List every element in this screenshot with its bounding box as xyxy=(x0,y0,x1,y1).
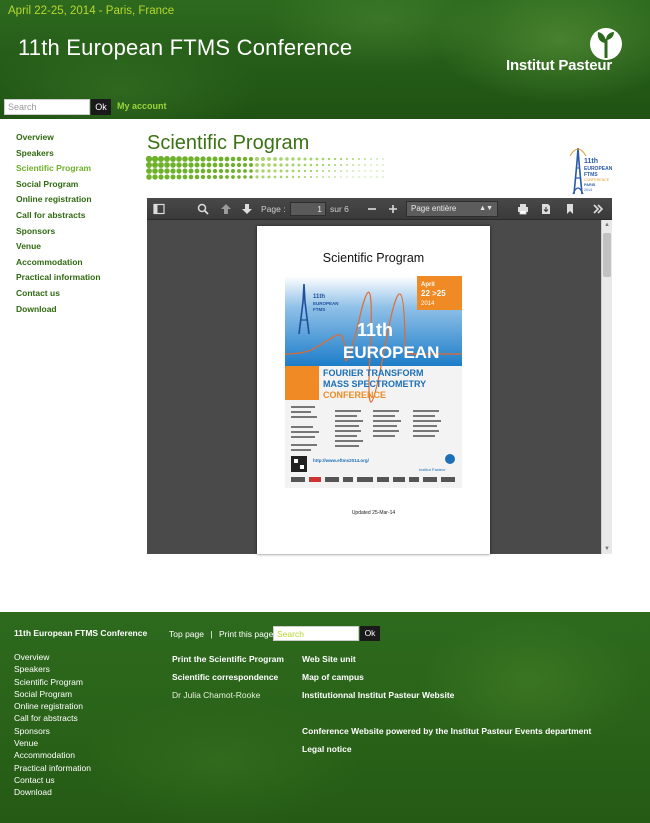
decorative-dot xyxy=(376,164,377,165)
decorative-dot xyxy=(243,169,247,173)
svg-text:2014: 2014 xyxy=(421,301,435,307)
decorative-dot xyxy=(364,164,365,165)
footer-navigation xyxy=(14,652,91,800)
decorative-dot xyxy=(310,176,312,178)
decorative-dot xyxy=(201,175,205,179)
decorative-dot xyxy=(219,157,224,162)
decorative-dot xyxy=(152,156,158,162)
decorative-dot xyxy=(164,156,170,162)
decorative-dot xyxy=(177,175,182,180)
decorative-dot xyxy=(370,170,371,171)
my-account-link[interactable]: My account xyxy=(117,101,167,111)
svg-text:EUROPEAN: EUROPEAN xyxy=(313,301,339,306)
decorative-dot xyxy=(279,163,282,166)
nav-item-contact-us[interactable]: Contact us xyxy=(16,287,60,298)
svg-text:http://www.eftms2014.org/: http://www.eftms2014.org/ xyxy=(313,458,369,463)
footer-title: 11th European FTMS Conference xyxy=(14,628,148,638)
page-total: sur 6 xyxy=(330,204,349,214)
svg-text:11th: 11th xyxy=(357,320,394,340)
nav-item-sponsors[interactable]: Sponsors xyxy=(16,225,56,236)
decorative-dot xyxy=(340,170,342,172)
decorative-dot xyxy=(352,176,353,177)
decorative-dot xyxy=(285,157,288,160)
institut-pasteur-website-link[interactable]: Institutionnal Institut Pasteur Website xyxy=(302,690,455,700)
decorative-dot xyxy=(261,175,264,178)
zoom-select-value: Page entière xyxy=(411,204,457,213)
decorative-dot xyxy=(382,170,383,171)
pdf-toolbar xyxy=(147,198,612,220)
conference-title[interactable]: 11th European FTMS Conference xyxy=(18,35,353,60)
decorative-dot xyxy=(164,162,170,168)
footer-nav-item-contact-us[interactable]: Contact us xyxy=(14,774,55,785)
footer-nav-item-call-for-abstracts[interactable]: Call for abstracts xyxy=(14,713,78,724)
svg-text:FTMS: FTMS xyxy=(313,307,326,312)
decorative-dot xyxy=(358,176,359,177)
decorative-dot xyxy=(340,158,342,160)
scrollbar-thumb[interactable] xyxy=(603,233,611,277)
decorative-dot xyxy=(316,164,318,166)
nav-item-practical-information[interactable]: Practical information xyxy=(16,272,101,283)
footer-nav-item-download[interactable]: Download xyxy=(14,787,52,798)
footer-search-input[interactable] xyxy=(273,626,359,641)
footer-institute-links xyxy=(302,654,591,762)
decorative-dot xyxy=(176,168,181,173)
search-ok-button[interactable]: Ok xyxy=(91,99,111,115)
site-header xyxy=(0,0,650,119)
decorative-dot xyxy=(201,169,206,174)
decorative-dot xyxy=(304,176,306,178)
decorative-dot xyxy=(328,176,330,178)
footer-nav-item-sponsors[interactable]: Sponsors xyxy=(14,725,50,736)
decorative-dot xyxy=(201,163,206,168)
decorative-dot xyxy=(189,175,194,180)
decorative-dot xyxy=(298,164,301,167)
scroll-up-icon[interactable]: ▲ xyxy=(604,222,610,228)
institut-pasteur-logo-text[interactable]: Institut Pasteur xyxy=(506,57,612,74)
decorative-dot xyxy=(158,156,164,162)
decorative-dot xyxy=(243,175,246,178)
decorative-dot xyxy=(304,164,307,167)
decorative-dot xyxy=(261,157,265,161)
decorative-dot xyxy=(213,163,218,168)
download-icon[interactable] xyxy=(540,203,552,215)
decorative-dot xyxy=(364,170,365,171)
decorative-dot xyxy=(152,174,157,179)
decorative-dot xyxy=(310,170,312,172)
decorative-dot xyxy=(213,175,217,179)
decorative-dot xyxy=(146,162,152,168)
pdf-viewer[interactable] xyxy=(147,198,612,554)
nav-item-speakers[interactable]: Speakers xyxy=(16,147,54,158)
decorative-dot xyxy=(273,169,276,172)
decorative-dot xyxy=(358,158,360,160)
decorative-dot xyxy=(158,174,163,179)
footer-nav-item-accommodation[interactable]: Accommodation xyxy=(14,750,75,761)
decorative-dot xyxy=(340,176,341,177)
decorative-dot xyxy=(158,168,164,174)
decorative-dot xyxy=(170,156,176,162)
decorative-dot xyxy=(152,168,158,174)
nav-item-online-registration[interactable]: Online registration xyxy=(16,194,92,205)
decorative-dot xyxy=(370,176,371,177)
decorative-dot xyxy=(182,168,187,173)
decorative-dot xyxy=(322,164,324,166)
decorative-dot xyxy=(243,157,247,161)
decorative-dot xyxy=(194,156,199,161)
svg-text:EUROPEAN: EUROPEAN xyxy=(584,166,613,172)
pdf-page xyxy=(257,226,490,554)
document-title: Scientific Program xyxy=(322,251,425,265)
decorative-dot xyxy=(176,162,181,167)
site-footer xyxy=(0,612,650,823)
decorative-dot xyxy=(219,175,223,179)
search-icon[interactable] xyxy=(197,203,209,215)
decorative-dot xyxy=(146,168,152,174)
svg-text:FOURIER TRANSFORM: FOURIER TRANSFORM xyxy=(323,368,424,378)
svg-text:22 >25: 22 >25 xyxy=(421,289,446,298)
decorative-dot xyxy=(249,163,253,167)
svg-text:CONFERENCE: CONFERENCE xyxy=(323,390,387,400)
decorative-dot xyxy=(352,158,354,160)
decorative-dot xyxy=(316,158,319,161)
decorative-dot xyxy=(195,175,199,179)
nav-item-overview[interactable]: Overview xyxy=(16,132,54,142)
scroll-down-icon[interactable]: ▼ xyxy=(604,546,610,552)
decorative-dot xyxy=(322,158,325,161)
conference-badge-logo xyxy=(560,136,616,196)
decorative-dot xyxy=(322,176,324,178)
decorative-dot xyxy=(267,157,271,161)
decorative-dot xyxy=(219,163,224,168)
footer-nav-item-overview[interactable]: Overview xyxy=(14,652,50,662)
decorative-dot xyxy=(364,158,366,160)
footer-nav-item-social-program[interactable]: Social Program xyxy=(14,688,73,699)
page-label: Page : xyxy=(261,204,286,214)
decorative-dot xyxy=(164,168,169,173)
decorative-dot xyxy=(376,170,377,171)
print-program-link[interactable]: Print the Scientific Program xyxy=(172,654,284,664)
decorative-dot xyxy=(183,175,188,180)
decorative-dot xyxy=(188,162,193,167)
nav-item-call-for-abstracts[interactable]: Call for abstracts xyxy=(16,209,86,220)
decorative-dot xyxy=(243,163,247,167)
decorative-dot xyxy=(274,176,277,179)
map-of-campus-link[interactable]: Map of campus xyxy=(302,672,364,682)
decorative-dot xyxy=(225,163,229,167)
nav-item-download[interactable]: Download xyxy=(16,303,57,314)
decorative-dot xyxy=(207,169,212,174)
decorative-dot xyxy=(152,162,158,168)
decorative-dot xyxy=(231,175,235,179)
decorative-dot xyxy=(304,170,306,172)
document-updated-date: Updated 25-Mar-14 xyxy=(351,510,396,516)
decorative-dot xyxy=(225,157,230,162)
pdf-scrollbar[interactable] xyxy=(601,220,612,554)
decorative-dot xyxy=(237,163,241,167)
decorative-dot xyxy=(334,176,335,177)
decorative-dot xyxy=(310,158,313,161)
search-input[interactable] xyxy=(4,99,90,115)
decorative-dot xyxy=(298,176,300,178)
decorative-dot xyxy=(382,164,383,165)
decorative-dot xyxy=(346,170,348,172)
decorative-dot xyxy=(334,170,336,172)
svg-text:PARIS: PARIS xyxy=(584,183,596,187)
decorative-dot xyxy=(255,163,259,167)
decorative-dot xyxy=(292,176,294,178)
decorative-dot xyxy=(340,164,342,166)
decorative-dot xyxy=(358,164,360,166)
decorative-dot xyxy=(370,158,372,160)
decorative-dot xyxy=(322,170,324,172)
decorative-dot xyxy=(188,156,193,161)
decorative-dot xyxy=(273,163,276,166)
web-site-unit-link[interactable]: Web Site unit xyxy=(302,654,356,664)
decorative-dot xyxy=(328,164,330,166)
svg-text:Institut Pasteur: Institut Pasteur xyxy=(419,467,446,472)
scientific-correspondence-link[interactable]: Scientific correspondence xyxy=(172,672,279,682)
decorative-dot xyxy=(352,170,353,171)
footer-nav-item-speakers[interactable]: Speakers xyxy=(14,664,50,675)
conference-poster-image xyxy=(285,276,462,488)
footer-nav-item-practical-information[interactable]: Practical information xyxy=(14,762,92,773)
decorative-dot xyxy=(346,176,347,177)
decorative-dot xyxy=(170,168,175,173)
arrow-down-icon[interactable] xyxy=(241,203,253,215)
svg-text:11th: 11th xyxy=(584,158,599,165)
decorative-dot xyxy=(316,176,318,178)
decorative-dot xyxy=(225,175,229,179)
decorative-dot xyxy=(255,175,258,178)
decorative-dot xyxy=(219,169,223,173)
decorative-dot xyxy=(237,157,241,161)
footer-separator: | xyxy=(210,629,213,639)
decorative-dot xyxy=(213,169,217,173)
decorative-dot xyxy=(358,170,359,171)
decorative-dot xyxy=(328,170,330,172)
decorative-dot xyxy=(382,158,383,159)
decorative-dot xyxy=(176,156,182,162)
decorative-dot xyxy=(334,158,336,160)
nav-item-venue[interactable]: Venue xyxy=(16,241,42,252)
arrow-up-icon[interactable] xyxy=(220,203,232,215)
chevron-down-icon: ▲▼ xyxy=(479,205,493,212)
svg-text:April: April xyxy=(421,282,435,288)
decorative-dot xyxy=(303,157,306,160)
nav-item-accommodation[interactable]: Accommodation xyxy=(16,256,83,267)
decorative-dot xyxy=(207,175,211,179)
decorative-dot xyxy=(182,162,187,167)
footer-search-ok-button[interactable]: Ok xyxy=(360,626,380,641)
footer-utility-links xyxy=(169,629,273,639)
decorative-dot xyxy=(346,164,348,166)
page-number-input[interactable]: 1 xyxy=(290,202,326,216)
decorative-dot xyxy=(195,169,200,174)
svg-text:EUROPEAN: EUROPEAN xyxy=(343,343,440,362)
decorative-dot xyxy=(280,170,283,173)
decorative-dot xyxy=(364,176,365,177)
decorative-dot xyxy=(146,156,152,162)
decorative-dot xyxy=(237,175,241,179)
zoom-in-icon[interactable] xyxy=(387,203,399,215)
decorative-dot xyxy=(231,163,235,167)
decorative-dot xyxy=(171,175,176,180)
decorative-dot xyxy=(225,169,229,173)
page-title: Scientific Program xyxy=(147,132,310,154)
print-page-link[interactable]: Print this page xyxy=(218,629,274,639)
sidebar-toggle-icon[interactable] xyxy=(153,203,165,215)
tools-chevron-icon[interactable] xyxy=(592,203,604,215)
footer-nav-item-scientific-program[interactable]: Scientific Program xyxy=(14,676,83,687)
decorative-dot xyxy=(207,163,212,168)
title-dots-decoration xyxy=(145,156,385,180)
decorative-dot xyxy=(194,162,199,167)
footer-program-links xyxy=(172,654,284,708)
decorative-dot xyxy=(297,157,300,160)
decorative-dot xyxy=(164,174,169,179)
zoom-out-icon[interactable] xyxy=(366,203,378,215)
decorative-dot xyxy=(286,170,289,173)
svg-text:FTMS: FTMS xyxy=(584,172,598,178)
decorative-dot xyxy=(286,176,289,179)
decorative-dot xyxy=(249,175,252,178)
decorative-dot xyxy=(182,156,188,162)
decorative-dot xyxy=(316,170,318,172)
decorative-dot xyxy=(267,163,271,167)
decorative-dot xyxy=(231,169,235,173)
decorative-dot xyxy=(352,164,354,166)
decorative-dot xyxy=(146,174,152,180)
decorative-dot xyxy=(231,157,236,162)
left-navigation xyxy=(16,131,101,318)
institut-pasteur-logo-icon[interactable] xyxy=(588,27,624,61)
decorative-dot xyxy=(267,169,270,172)
zoom-select[interactable] xyxy=(406,201,498,217)
decorative-dot xyxy=(376,176,377,177)
decorative-dot xyxy=(280,176,283,179)
contact-name: Dr Julia Chamot-Rooke xyxy=(172,690,261,700)
decorative-dot xyxy=(189,169,194,174)
decorative-dot xyxy=(376,158,377,159)
powered-by-link[interactable]: Conference Website powered by the Institut Pasteur Events department xyxy=(302,726,592,736)
svg-text:2014: 2014 xyxy=(584,188,592,192)
svg-text:CONFERENCE: CONFERENCE xyxy=(584,178,610,182)
legal-notice-link[interactable]: Legal notice xyxy=(302,744,352,754)
decorative-dot xyxy=(255,157,259,161)
decorative-dot xyxy=(255,169,258,172)
decorative-dot xyxy=(237,169,241,173)
decorative-dot xyxy=(298,170,301,173)
decorative-dot xyxy=(273,157,277,161)
decorative-dot xyxy=(285,163,288,166)
decorative-dot xyxy=(346,158,348,160)
decorative-dot xyxy=(249,169,253,173)
decorative-dot xyxy=(170,162,176,168)
footer-nav-item-venue[interactable]: Venue xyxy=(14,738,39,749)
bookmark-icon[interactable] xyxy=(564,203,576,215)
decorative-dot xyxy=(370,164,371,165)
decorative-dot xyxy=(261,169,264,172)
nav-item-social-program[interactable]: Social Program xyxy=(16,178,79,189)
svg-text:MASS SPECTROMETRY: MASS SPECTROMETRY xyxy=(323,379,427,389)
decorative-dot xyxy=(334,164,336,166)
nav-item-scientific-program[interactable]: Scientific Program xyxy=(16,163,92,174)
top-page-link[interactable]: Top page xyxy=(169,629,204,639)
decorative-dot xyxy=(200,156,205,161)
date-place: April 22-25, 2014 - Paris, France xyxy=(8,5,175,17)
footer-nav-item-online-registration[interactable]: Online registration xyxy=(14,701,83,712)
decorative-dot xyxy=(382,176,383,177)
decorative-dot xyxy=(206,156,211,161)
decorative-dot xyxy=(292,164,295,167)
decorative-dot xyxy=(279,157,283,161)
decorative-dot xyxy=(328,158,331,161)
print-icon[interactable] xyxy=(517,203,529,215)
decorative-dot xyxy=(213,157,218,162)
svg-text:11th: 11th xyxy=(313,294,326,300)
decorative-dot xyxy=(291,157,294,160)
decorative-dot xyxy=(158,162,164,168)
decorative-dot xyxy=(268,176,271,179)
decorative-dot xyxy=(249,157,253,161)
decorative-dot xyxy=(292,170,295,173)
decorative-dot xyxy=(261,163,265,167)
decorative-dot xyxy=(310,164,313,167)
